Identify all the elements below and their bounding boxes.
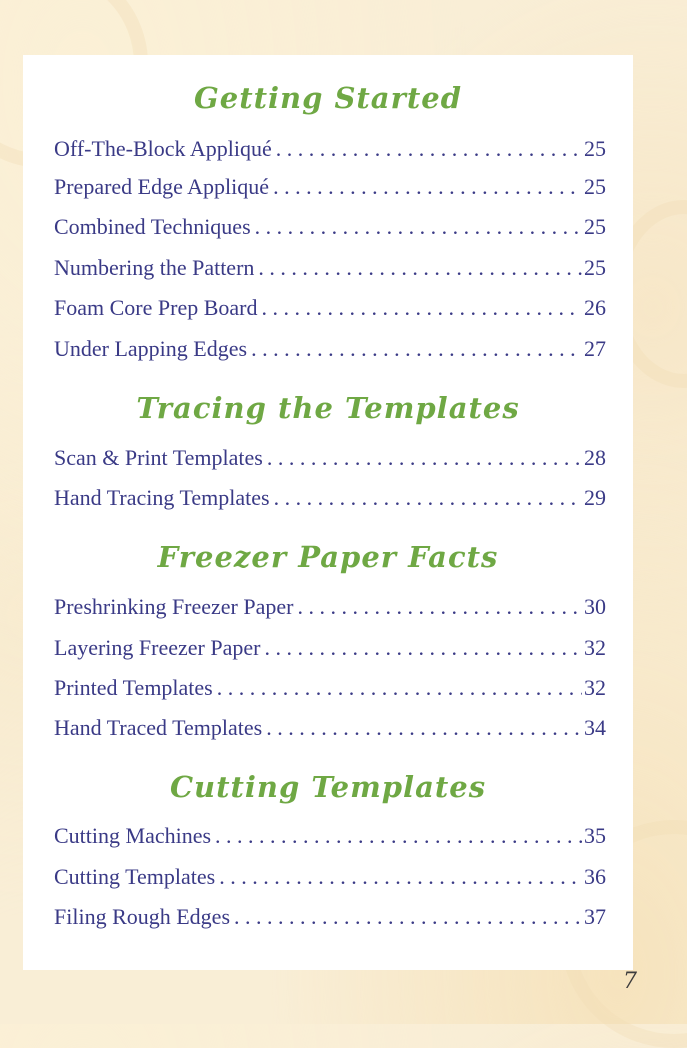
dot-leader — [273, 174, 582, 200]
toc-entry-page: 29 — [584, 485, 606, 510]
toc-entry-label: Filing Rough Edges — [54, 904, 231, 929]
toc-entry-label: Under Lapping Edges — [54, 336, 248, 361]
toc-entry-page: 27 — [584, 336, 606, 361]
toc-entry[interactable] — [54, 864, 606, 894]
toc-entry[interactable] — [54, 675, 606, 705]
toc-entry-page: 25 — [584, 214, 606, 239]
toc-entry[interactable] — [54, 485, 606, 515]
toc-entry-label: Hand Tracing Templates — [54, 485, 270, 510]
toc-entry-page: 25 — [584, 255, 606, 280]
dot-leader — [258, 255, 582, 281]
toc-entry[interactable] — [54, 594, 606, 624]
toc-entry[interactable] — [54, 214, 606, 244]
dot-leader — [276, 136, 582, 162]
dot-leader — [264, 635, 582, 661]
toc-entry-label: Printed Templates — [54, 675, 213, 700]
dot-leader — [266, 715, 582, 741]
toc-entry-page: 25 — [584, 136, 606, 161]
toc-entry-page: 35 — [584, 823, 606, 848]
dot-leader — [255, 214, 582, 240]
dot-leader — [251, 336, 582, 362]
toc-entry-label: Cutting Templates — [54, 864, 216, 889]
section-title-cutting-templates: Cutting Templates — [169, 770, 487, 804]
toc-entry[interactable] — [54, 715, 606, 745]
toc-entry-label: Foam Core Prep Board — [54, 295, 258, 320]
toc-entry-page: 32 — [584, 675, 606, 700]
toc-entry-page: 32 — [584, 635, 606, 660]
dot-leader — [261, 295, 582, 321]
toc-entry[interactable] — [54, 336, 606, 366]
section-title-getting-started: Getting Started — [193, 81, 462, 115]
toc-entry-label: Hand Traced Templates — [54, 715, 263, 740]
dot-leader — [267, 445, 582, 471]
page-number: 7 — [623, 969, 637, 994]
toc-entry[interactable] — [54, 635, 606, 665]
toc-entry-page: 26 — [584, 295, 606, 320]
dot-leader — [297, 594, 582, 620]
dot-leader — [215, 823, 582, 849]
toc-entry-page: 25 — [584, 174, 606, 199]
toc-entry[interactable] — [54, 255, 606, 285]
toc-entry[interactable] — [54, 445, 606, 475]
toc-entry-label: Cutting Machines — [54, 823, 212, 848]
dot-leader — [274, 485, 582, 511]
toc-entry[interactable] — [54, 823, 606, 853]
toc-entry-label: Prepared Edge Appliqué — [54, 174, 270, 199]
toc-entry[interactable] — [54, 904, 606, 934]
dot-leader — [219, 864, 582, 890]
dot-leader — [217, 675, 582, 701]
toc-entry-page: 28 — [584, 445, 606, 470]
section-title-tracing-the-templates: Tracing the Templates — [136, 391, 520, 425]
toc-entry-page: 34 — [584, 715, 606, 740]
toc-entry-label: Layering Freezer Paper — [54, 635, 261, 660]
toc-entry[interactable] — [54, 136, 606, 166]
toc-entry-label: Scan & Print Templates — [54, 445, 263, 470]
toc-entry-label: Off-The-Block Appliqué — [54, 136, 272, 161]
toc-entry-label: Combined Techniques — [54, 214, 251, 239]
toc-entry-label: Numbering the Pattern — [54, 255, 255, 280]
section-title-freezer-paper-facts: Freezer Paper Facts — [157, 540, 499, 574]
toc-entry-page: 30 — [584, 594, 606, 619]
toc-entry-page: 37 — [584, 904, 606, 929]
toc-entry-label: Preshrinking Freezer Paper — [54, 594, 294, 619]
contents-panel — [23, 55, 633, 970]
toc-entry[interactable] — [54, 295, 606, 325]
toc-entry-page: 36 — [584, 864, 606, 889]
dot-leader — [234, 904, 582, 930]
toc-entry[interactable] — [54, 174, 606, 204]
